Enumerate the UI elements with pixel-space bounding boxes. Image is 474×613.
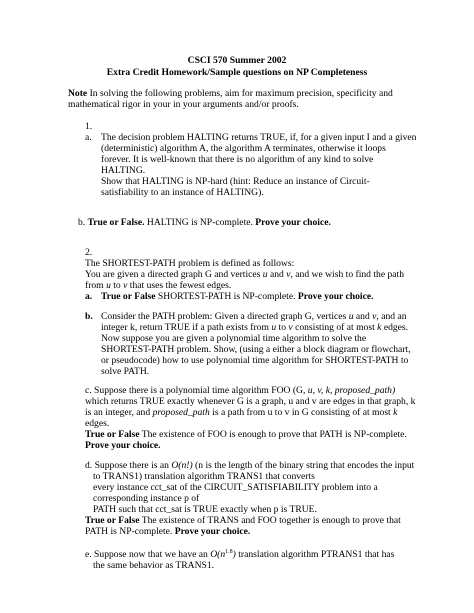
q1a-line-1: The decision problem HALTING returns TRUE, if, for a given input I and a given <box>101 132 417 143</box>
q1a-line-2: (deterministic) algorithm A, the algorithm A terminates, otherwise it loops <box>101 143 386 154</box>
q1b-true-false: True or False. <box>87 217 145 228</box>
q2a-prove-choice: Prove your choice. <box>297 291 374 302</box>
q1a-marker: a. <box>85 132 92 143</box>
q2d-line-2: to TRANS1) translation algorithm TRANS1 that converts <box>93 471 315 482</box>
q2b-line-2: integer k, return TRUE if a path exists from u to v consisting of at most k edges. <box>101 322 409 333</box>
q1a-show-line-2: satisfiability to an instance of HALTING). <box>101 187 264 198</box>
question-2-number: 2. <box>85 247 93 258</box>
q1b-prove-choice: Prove your choice. <box>255 217 331 228</box>
q2b-line-4: SHORTEST-PATH problem. Show, (using a either a block diagram or flowchart, <box>101 344 411 355</box>
note-line-2: mathematical rigor in your in your arguments and/or proofs. <box>68 99 299 110</box>
q2-intro: The SHORTEST-PATH problem is defined as follows: <box>85 258 295 269</box>
q2b-line-1: Consider the PATH problem: Given a directed graph G, vertices u and v, and an <box>101 311 407 322</box>
q2b-line-5: or pseudocode) how to use polynomial time algorithm for SHORTEST-PATH to <box>101 355 409 366</box>
q2a-marker: a. <box>85 291 93 302</box>
q2d-line-7: PATH is NP-complete. Prove your choice. <box>85 526 251 537</box>
q2c-true-false-line: True or False The existence of FOO is enough to prove that PATH is NP-complete. <box>85 429 407 440</box>
q1a-show-line-1: Show that HALTING is NP-hard (hint: Reduce an instance of Circuit- <box>101 176 370 187</box>
q2c-line-4: edges. <box>85 418 110 429</box>
q2d-line-1: d. Suppose there is an O(n!) (n is the length of the binary string that encodes the input <box>85 460 415 471</box>
q2b-line-3: Now suppose you are given a polynomial time algorithm to solve the <box>101 333 367 344</box>
question-1-number: 1. <box>85 121 93 132</box>
q2e-line-2: the same behavior as TRANS1. <box>93 560 215 571</box>
q2d-line-3: every instance cct_sat of the CIRCUIT_SATISFIABILITY problem into a <box>93 482 378 493</box>
q2d-true-false: True or False <box>85 515 140 526</box>
q2-given-line: You are given a directed graph G and vertices u and v, and we wish to find the path <box>85 269 405 280</box>
q1a-line-3: forever. It is well-known that there is no algorithm of any kind to solve <box>101 154 374 165</box>
q2b-line-6: solve PATH. <box>101 366 150 377</box>
q2a-line: True or False SHORTEST-PATH is NP-complete. Prove your choice. <box>101 291 374 302</box>
q2c-true-false: True or False <box>85 429 140 440</box>
exponent: 1.8 <box>225 549 233 555</box>
q2c-prove-choice: Prove your choice. <box>85 440 161 451</box>
q2c-line-1: c. Suppose there is a polynomial time algorithm FOO (G, u, v, k, proposed_path) <box>85 385 396 396</box>
note-line-1: Note In solving the following problems, aim for maximum precision, specificity and <box>68 88 393 99</box>
q2d-line-4: corresponding instance p of <box>93 493 200 504</box>
q2d-prove-choice: Prove your choice. <box>174 526 251 537</box>
q2d-line-5: PATH such that cct_sat is TRUE exactly when p is TRUE. <box>93 504 317 515</box>
note-label: Note <box>68 88 88 99</box>
q2b-marker: b. <box>85 311 93 322</box>
q1a-line-4: HALTING. <box>101 165 146 176</box>
q2c-line-2: which returns TRUE exactly whenever G is a graph, u and v are edges in that graph, k <box>85 396 416 407</box>
q1b-line: b. True or False. HALTING is NP-complete. Prove your choice. <box>78 217 331 228</box>
q2a-true-false: True or False <box>101 291 156 302</box>
document-title: CSCI 570 Summer 2002 <box>187 55 287 66</box>
q2d-true-false-line: True or False The existence of TRANS and FOO together is enough to prove that <box>85 515 401 526</box>
q2-from-line: from u to v that uses the fewest edges. <box>85 280 232 291</box>
document-subtitle: Extra Credit Homework/Sample questions on NP Completeness <box>106 67 368 78</box>
q2e-line-1: e. Suppose now that we have an $O(n^{1.8})$ translation algorithm PTRANS1 that has <box>85 549 395 560</box>
q2c-line-3: is an integer, and proposed_path is a path from u to v in G consisting of at most k <box>85 407 398 418</box>
